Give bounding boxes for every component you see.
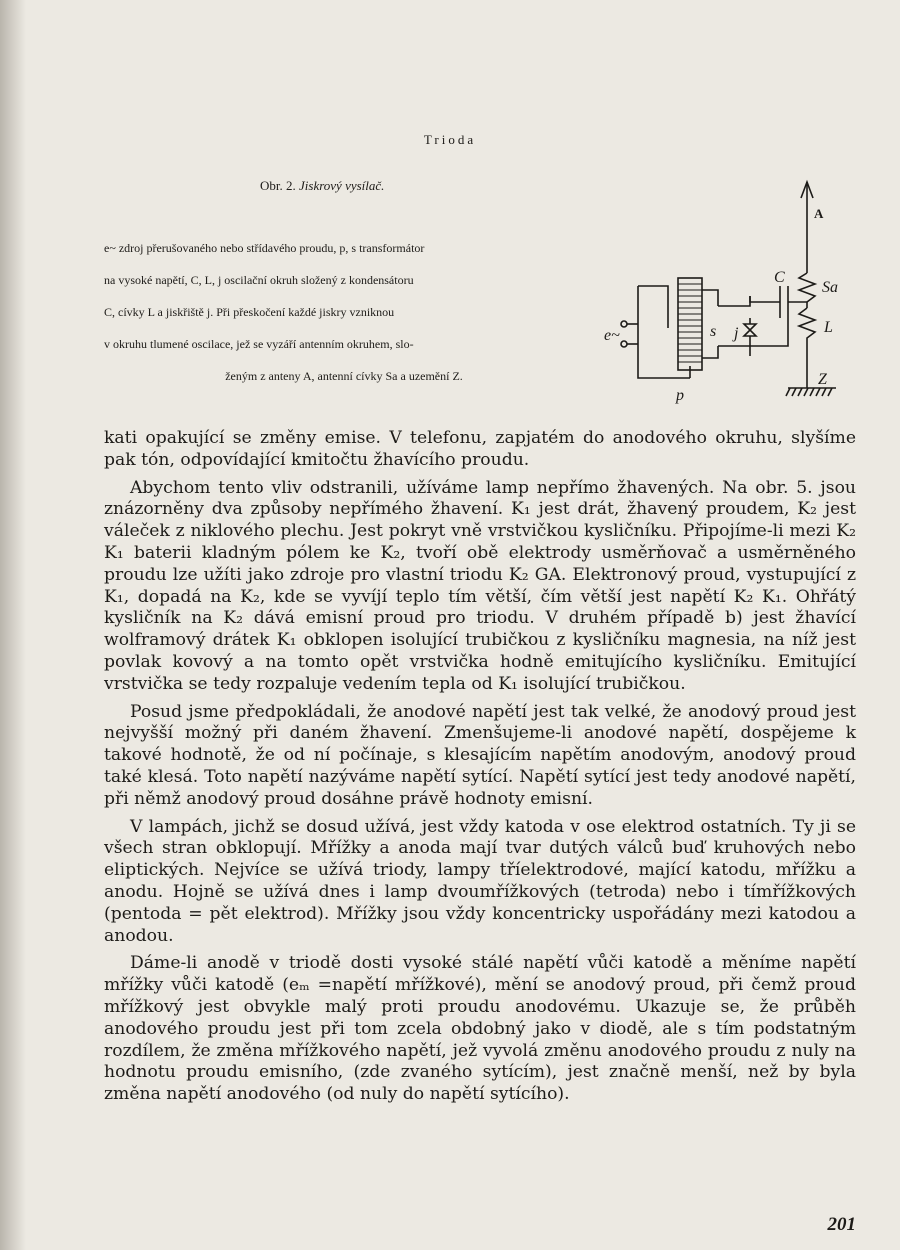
label-capacitor: C — [774, 269, 785, 286]
spark-transmitter-diagram — [600, 178, 850, 408]
coil — [799, 308, 815, 378]
figure-caption — [104, 232, 584, 392]
paragraph: Posud jsme předpokládali, že anodové napětí jest tak velké, že anodový proud jest nejvyšší možný při daném žhavení. Zmenšujeme-li anodové napětí, dospějeme k takové hodnotě, že od ní počínaje, s klesajícím napětím anodovým, anodový proud také klesá. Toto napětí nazýváme napětí sytící. Napětí sytící jest tedy anodové napětí, při němž anodový proud dosáhne právě hodnoty emisní. — [104, 701, 856, 809]
transformer-windings — [678, 284, 702, 362]
label-coil: L — [824, 319, 833, 336]
paragraph: kati opakující se změny emise. V telefonu, zapjatém do anodového okruhu, slyšíme pak tón, odpovídající kmitočtu žhavícího proudu. — [104, 428, 856, 470]
caption-line: C, cívky L a jiskřiště j. Při přeskočení každé jiskry vzniknou — [104, 305, 395, 319]
paragraph: Dáme-li anodě v triodě dosti vysoké stálé napětí vůči katodě a měníme napětí mřížky vůči katodě (eₘ =napětí mřížkové), mění se anodový proud, při čemž proud mřížkový jest obvykle malý proti proudu anodovému. Ukazuje se, že průběh anodového proudu jest při tom zcela obdobný jako v diodě, ale s tím podstatným rozdílem, že změna mřížkového napětí, jež vyvolá změnu anodového proudu z nuly na hodnotu proudu emisního, (zde zvaného sytícím), jest značně menší, než by byla změna napětí anodového (od nuly do napětí sytícího). — [104, 953, 856, 1105]
source-terminal-bottom — [621, 341, 627, 347]
caption-line: na vysoké napětí, C, L, j oscilační okruh složený z kondensátoru — [104, 273, 414, 287]
page-gutter-shadow — [0, 0, 26, 1250]
page-number: 201 — [827, 1214, 856, 1235]
label-secondary: s — [710, 323, 717, 340]
caption-line: ženým z anteny A, antenní cívky Sa a uzemění Z. — [225, 369, 463, 383]
main-text — [104, 428, 856, 1112]
figure-number: Obr. 2. — [260, 178, 296, 193]
label-antenna: A — [814, 206, 824, 221]
label-spark-gap: j — [734, 325, 739, 342]
spark-gap — [744, 318, 756, 346]
figure-title — [260, 178, 384, 194]
label-source: e~ — [604, 327, 620, 344]
label-antenna-coil: Sa — [822, 279, 838, 296]
antenna-coil — [799, 273, 815, 302]
caption-line: e~ zdroj přerušovaného nebo střídavého proudu, p, s transformátor — [104, 241, 425, 255]
paragraph: V lampách, jichž se dosud užívá, jest vždy katoda v ose elektrod ostatních. Ty ji se všech stran obklopují. Mřížky a anoda mají tvar dutých válců buď kruhových nebo eliptických. Nejvíce se užívá triody, lampy tříelektrodové, mající katodu, mřížku a anodu. Hojně se užívá dnes i lamp dvoumřížkových (tetroda) nebo i tímřížkových (pentoda = pět elektrod). Mřížky jsou vždy koncentricky uspořádány mezi katodou a anodou. — [104, 816, 856, 946]
label-transformer: p — [676, 387, 684, 404]
source-terminal-top — [621, 321, 627, 327]
caption-line: v okruhu tlumené oscilace, jež se vyzáří antenním okruhem, slo- — [104, 337, 414, 351]
label-ground: Z — [818, 371, 827, 388]
paragraph: Abychom tento vliv odstranili, užíváme lamp nepřímo žhavených. Na obr. 5. jsou znázorněny dva způsoby nepřímého žhavení. K₁ jest drát, žhavený proudem, K₂ jest váleček z niklového plechu. Jest pokryt vně vrstvičkou kysličníku. Připojíme-li mezi K₂ K₁ baterii kladným pólem ke K₂, tvoří obě elektrody usměrňovač a usměrněného proudu lze užíti jako zdroje pro vlastní triodu K₂ GA. Elektronový proud, vystupující z K₁, dopadá na K₂, kde se vyvíjí teplo tím větší, čím větší jest napětí K₂ K₁. Ohřátý kysličník na K₂ dává emisní proud pro triodu. V druhém případě b) jest žhavící wolframový drátek K₁ obklopen isolující trubičkou z kysličníku magnesia, na níž jest povlak kovový a na tomto opět vrstvička hodně emitujícího kysličníku. Emitující vrstvička se tedy rozpaluje vedením tepla od K₁ isolující trubičkou. — [104, 477, 856, 694]
figure-title-text: Jiskrový vysílač. — [299, 178, 385, 193]
ground-hatch — [786, 388, 832, 396]
running-head: Trioda — [423, 132, 477, 147]
